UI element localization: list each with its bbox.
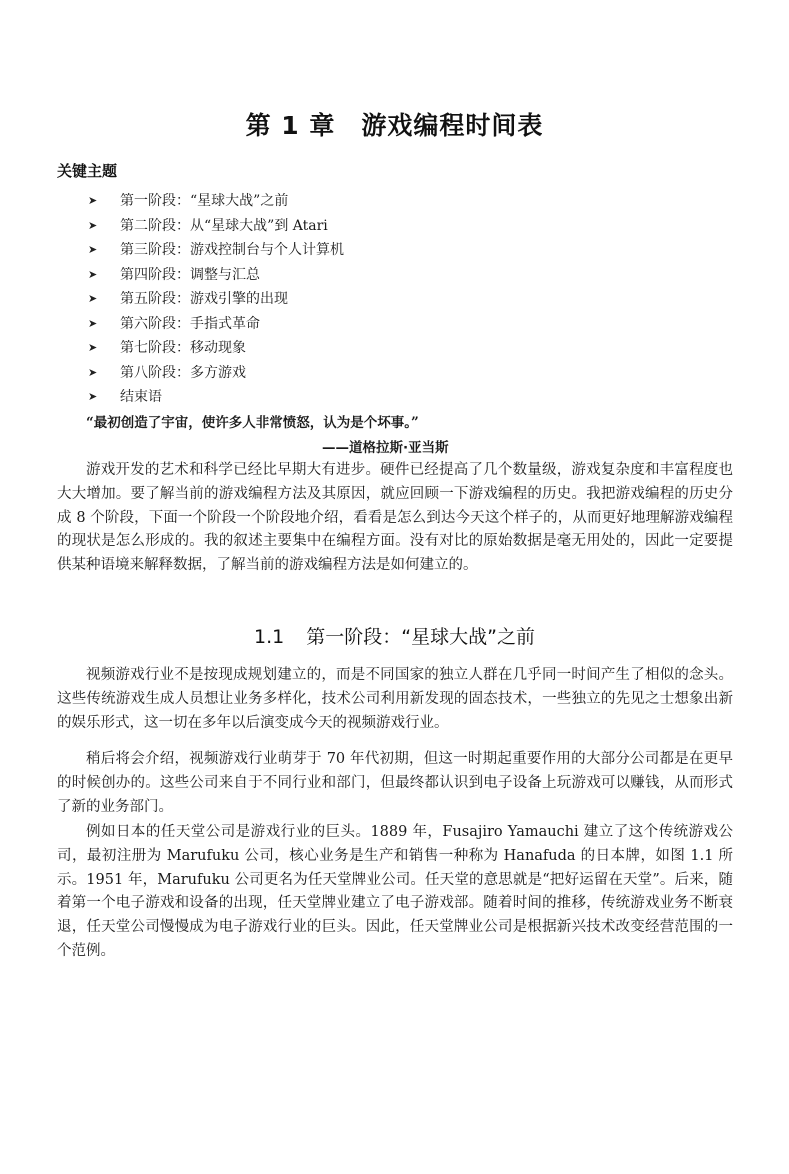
- body-paragraph: 视频游戏行业不是按现成规划建立的，而是不同国家的独立人群在几乎同一时间产生了相似的念头。这些传统游戏生成人员想让业务多样化，技术公司利用新发现的固态技术，一些独立的先见之士想象出新的娱乐形式，这一切在多年以后演变成今天的视频游戏行业。: [57, 667, 733, 731]
- list-item: ➤ 第四阶段：调整与汇总: [88, 263, 344, 288]
- arrow-bullet-icon: ➤: [88, 267, 98, 281]
- epigraph-author: ——道格拉斯·亚当斯: [322, 440, 449, 456]
- list-item: ➤ 第三阶段：游戏控制台与个人计算机: [88, 238, 344, 263]
- chapter-number: 第 1 章: [245, 111, 336, 140]
- arrow-bullet-icon: ➤: [88, 341, 98, 354]
- list-item: ➤ 第六阶段：手指式革命: [88, 312, 344, 337]
- list-item: ➤ 第七阶段：移动现象: [88, 336, 344, 361]
- body-paragraph: 稍后将会介绍，视频游戏行业萌芽于 70 年代初期，但这一时期起重要作用的大部分公司都是在更早的时候创办的。这些公司来自于不同行业和部门，但最终都认识到电子设备上玩游戏可以赚钱，从而形式了新的业务部门。: [57, 751, 733, 815]
- key-topics-heading: 关键主题: [57, 162, 118, 180]
- chapter-name: 游戏编程时间表: [361, 111, 544, 140]
- arrow-bullet-icon: ➤: [88, 292, 98, 305]
- list-item: ➤ 第一阶段：“星球大战”之前: [88, 189, 344, 214]
- list-item: ➤ 第五阶段：游戏引擎的出现: [88, 287, 344, 312]
- epigraph-quote: “最初创造了宇宙，使许多人非常愤怒，认为是个坏事。”: [86, 415, 419, 431]
- list-item: ➤ 结束语: [88, 385, 344, 410]
- section-number: 1.1: [254, 626, 285, 648]
- key-topics-list: [88, 189, 344, 410]
- intro-paragraph: 游戏开发的艺术和科学已经比早期大有进步。硬件已经提高了几个数量级，游戏复杂度和丰富程度也大大增加。要了解当前的游戏编程方法及其原因，就应回顾一下游戏编程的历史。我把游戏编程的历史分成 8 个阶段，下面一个阶段一个阶段地介绍，看看是怎么到达今天这个样子的，从而更好地理解游戏编程的现状是怎么形成的。我的叙述主要集中在编程方面。没有对比的原始数据是毫无用处的，因此一定要提供某种语境来解释数据，了解当前的游戏编程方法是如何建立的。: [57, 462, 733, 574]
- arrow-bullet-icon: ➤: [88, 365, 98, 379]
- arrow-bullet-icon: ➤: [88, 243, 98, 256]
- arrow-bullet-icon: ➤: [88, 316, 98, 330]
- chapter-title: [0, 106, 789, 142]
- arrow-bullet-icon: ➤: [88, 218, 98, 232]
- list-item: ➤ 第二阶段：从“星球大战”到 Atari: [88, 214, 344, 239]
- body-paragraph: 例如日本的任天堂公司是游戏行业的巨头。1889 年，Fusajiro Yamauchi 建立了这个传统游戏公司，最初注册为 Marufuku 公司，核心业务是生产和销售一种称为 Hanafuda 的日本牌，如图 1.1 所示。1951 年，Marufuku 公司更名为任天堂牌业公司。任天堂的意思就是“把好运留在天堂”。后来，随着第一个电子游戏和设备的出现，任天堂牌业建立了电子游戏部。随着时间的推移，传统游戏业务不断衰退，任天堂公司慢慢成为电子游戏行业的巨头。因此，任天堂牌业公司是根据新兴技术改变经营范围的一个范例。: [57, 824, 733, 959]
- arrow-bullet-icon: ➤: [88, 194, 98, 207]
- list-item: ➤ 第八阶段：多方游戏: [88, 361, 344, 386]
- section-heading: [0, 622, 789, 649]
- section-title: 第一阶段：“星球大战”之前: [306, 626, 535, 648]
- arrow-bullet-icon: ➤: [88, 390, 98, 403]
